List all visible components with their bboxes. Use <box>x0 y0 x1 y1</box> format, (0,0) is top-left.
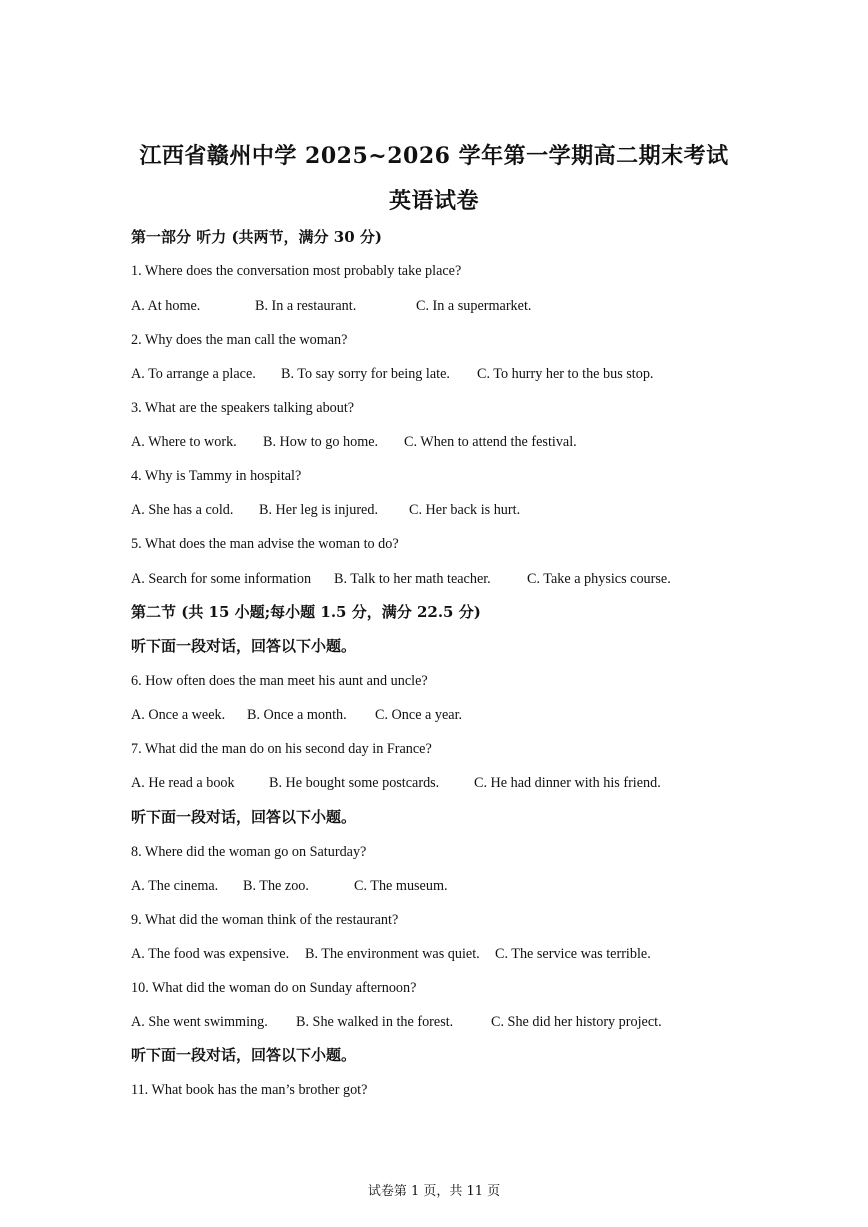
q9-option-a: A. The food was expensive. <box>131 946 290 962</box>
q9-option-b: B. The environment was quiet. <box>305 946 480 962</box>
q7-option-c: C. He had dinner with his friend. <box>474 775 661 791</box>
question-5: 5. What does the man advise the woman to do? <box>131 536 399 552</box>
q8-option-b: B. The zoo. <box>243 878 309 894</box>
dialog-intro-2: 听下面一段对话，回答以下小题。 <box>131 808 357 826</box>
q9-option-c: C. The service was terrible. <box>495 946 651 962</box>
q6-option-b: B. Once a month. <box>247 707 347 723</box>
q3-option-c: C. When to attend the festival. <box>404 434 577 450</box>
q1-option-b: B. In a restaurant. <box>255 298 357 314</box>
q3-option-a: A. Where to work. <box>131 434 237 450</box>
question-3: 3. What are the speakers talking about? <box>131 400 355 416</box>
q4-option-b: B. Her leg is injured. <box>259 502 378 518</box>
exam-subtitle: 英语试卷 <box>388 188 479 214</box>
q3-option-b: B. How to go home. <box>263 434 379 450</box>
question-6: 6. How often does the man meet his aunt and uncle? <box>131 673 428 689</box>
dialog-intro-3: 听下面一段对话，回答以下小题。 <box>131 1046 357 1064</box>
q10-option-a: A. She went swimming. <box>131 1014 268 1030</box>
part1-heading: 第一部分 听力 (共两节，满分 30 分) <box>131 228 382 246</box>
exam-title: 江西省赣州中学 2025~2026 学年第一学期高二期末考试 <box>139 143 729 169</box>
q2-option-b: B. To say sorry for being late. <box>281 366 450 382</box>
page-footer: 试卷第 1 页，共 11 页 <box>367 1184 501 1199</box>
q8-option-a: A. The cinema. <box>131 878 219 894</box>
question-9: 9. What did the woman think of the restaurant? <box>131 912 399 928</box>
q4-option-c: C. Her back is hurt. <box>409 502 521 518</box>
question-11: 11. What book has the man’s brother got? <box>131 1082 368 1098</box>
question-1: 1. Where does the conversation most probably take place? <box>131 263 462 279</box>
q5-option-a: A. Search for some information <box>131 571 312 587</box>
q4-option-a: A. She has a cold. <box>131 502 234 518</box>
q1-option-c: C. In a supermarket. <box>416 298 532 314</box>
question-10: 10. What did the woman do on Sunday afternoon? <box>131 980 417 996</box>
q5-option-c: C. Take a physics course. <box>527 571 671 587</box>
q2-option-c: C. To hurry her to the bus stop. <box>477 366 654 382</box>
question-4: 4. Why is Tammy in hospital? <box>131 468 302 484</box>
q7-option-a: A. He read a book <box>131 775 235 791</box>
question-8: 8. Where did the woman go on Saturday? <box>131 844 367 860</box>
dialog-intro-1: 听下面一段对话，回答以下小题。 <box>131 637 357 655</box>
q8-option-c: C. The museum. <box>354 878 448 894</box>
q6-option-c: C. Once a year. <box>375 707 463 723</box>
question-2: 2. Why does the man call the woman? <box>131 332 348 348</box>
q1-option-a: A. At home. <box>131 298 201 314</box>
q6-option-a: A. Once a week. <box>131 707 226 723</box>
q5-option-b: B. Talk to her math teacher. <box>334 571 491 587</box>
q7-option-b: B. He bought some postcards. <box>269 775 440 791</box>
question-7: 7. What did the man do on his second day in France? <box>131 741 432 757</box>
q2-option-a: A. To arrange a place. <box>131 366 256 382</box>
section2-heading: 第二节 (共 15 小题;每小题 1.5 分，满分 22.5 分) <box>131 603 481 621</box>
q10-option-c: C. She did her history project. <box>491 1014 662 1030</box>
q10-option-b: B. She walked in the forest. <box>296 1014 454 1030</box>
